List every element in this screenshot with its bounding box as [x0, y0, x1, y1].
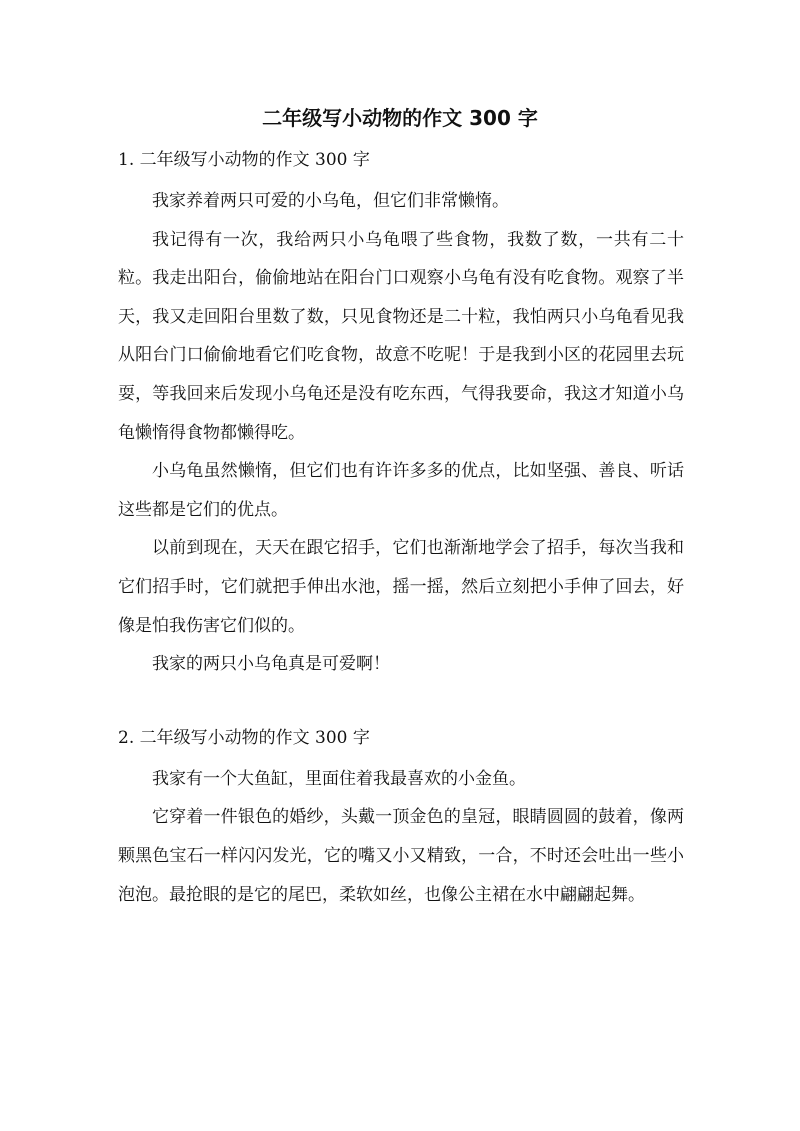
paragraph: 我家有一个大鱼缸，里面住着我最喜欢的小金鱼。	[152, 768, 526, 789]
section-heading: 1. 二年级写小动物的作文 300 字	[118, 150, 370, 170]
document-title: 二年级写小动物的作文 300 字	[262, 106, 538, 130]
paragraph: 我家的两只小乌龟真是可爱啊！	[152, 654, 390, 675]
paragraph: 我家养着两只可爱的小乌龟，但它们非常懒惰。	[152, 191, 509, 211]
document-body	[118, 146, 684, 914]
section-heading: 2. 二年级写小动物的作文 300 字	[118, 727, 370, 748]
essay-section-1	[118, 146, 684, 684]
essay-section-2	[118, 724, 684, 914]
paragraph: 小乌龟虽然懒惰，但它们也有许许多多的优点，比如坚强、善良、听话这些都是它们的优点。	[118, 461, 684, 520]
paragraph: 以前到现在，天天在跟它招手，它们也渐渐地学会了招手，每次当我和它们招手时，它们就把手伸出水池，摇一摇，然后立刻把小手伸了回去，好像是怕我伤害它们似的。	[118, 538, 684, 636]
paragraph: 它穿着一件银色的婚纱，头戴一顶金色的皇冠，眼睛圆圆的鼓着，像两颗黑色宝石一样闪闪发光，它的嘴又小又精致，一合，不时还会吐出一些小泡泡。最抢眼的是它的尾巴，柔软如丝，也像公主裙在水中翩翩起舞。	[118, 807, 684, 905]
paragraph: 我记得有一次，我给两只小乌龟喂了些食物，我数了数，一共有二十粒。我走出阳台，偷偷地站在阳台门口观察小乌龟有没有吃食物。观察了半天，我又走回阳台里数了数，只见食物还是二十粒，我怕两只小乌龟看见我从阳台门口偷偷地看它们吃食物，故意不吃呢！于是我到小区的花园里去玩耍，等我回来后发现小乌龟还是没有吃东西，气得我要命，我这才知道小乌龟懒惰得食物都懒得吃。	[118, 229, 684, 443]
